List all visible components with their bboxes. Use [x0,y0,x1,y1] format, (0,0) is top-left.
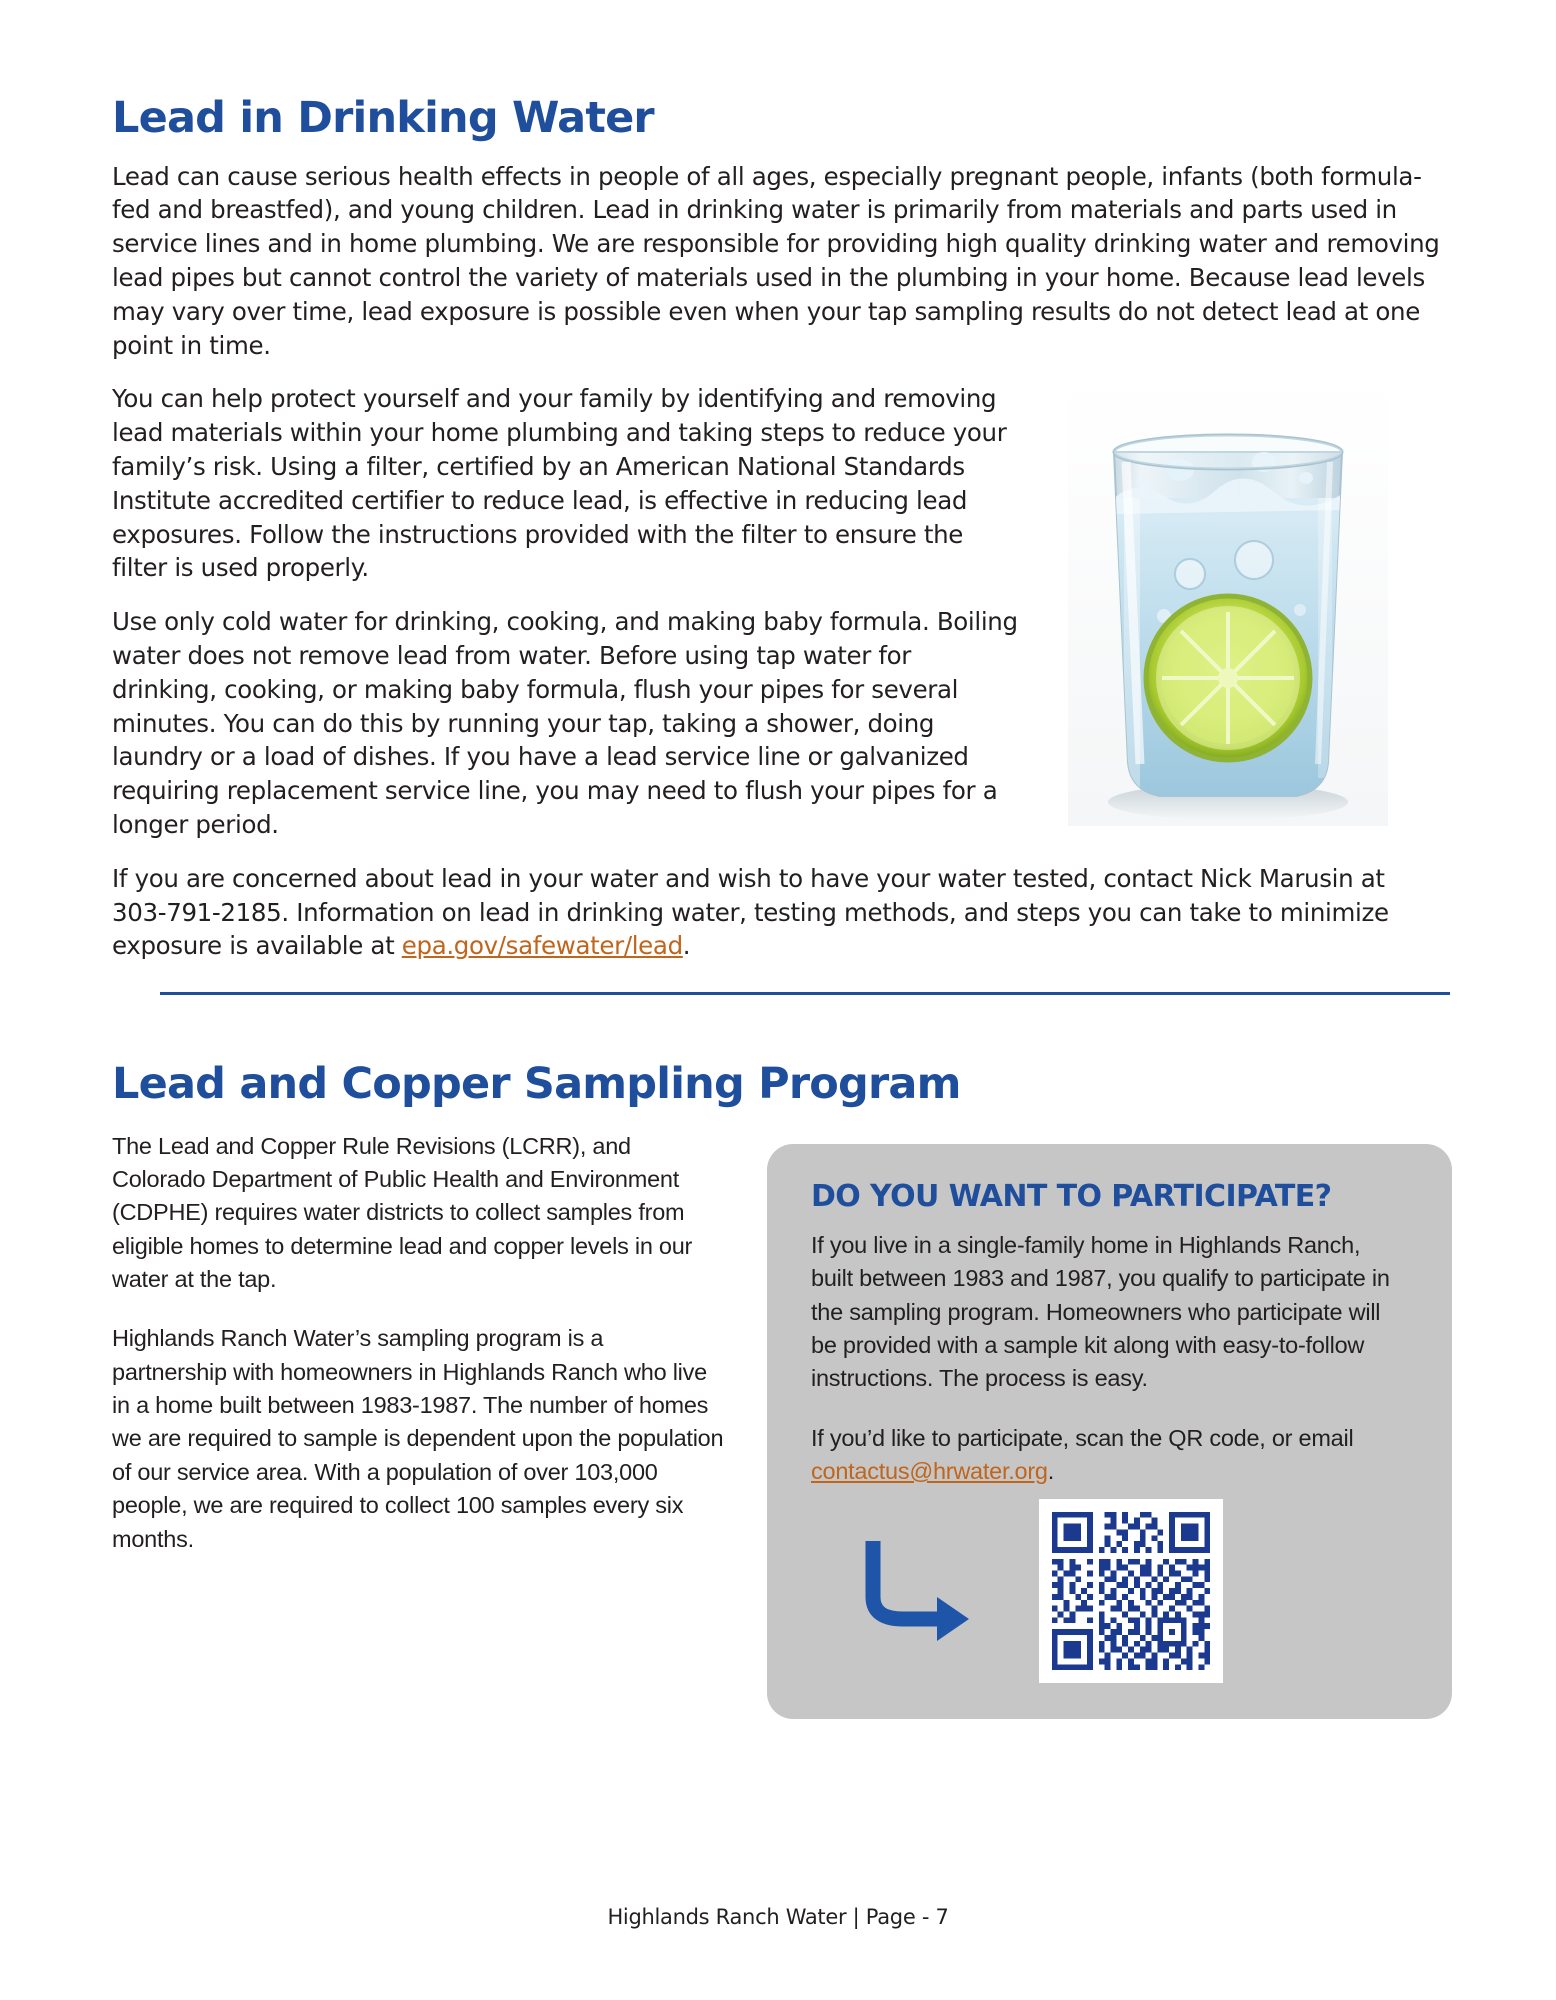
callout-paragraph-2 [811,1422,1408,1489]
lead-paragraph-4 [112,862,1442,963]
page-title: Lead in Drinking Water [112,93,654,143]
lead-paragraph-4-period: . [682,931,691,961]
lead-paragraph-3: Use only cold water for drinking, cooking, and making baby formula. Boiling water does not remove lead from water. Before using tap water for drinking, cooking, or making baby formula, flush your pipes for several minutes. You can do this by running your tap, taking a shower, doing laundry or a load of dishes. If you have a lead service line or galvanized requiring replacement service line, you may need to flush your pipes for a longer period. [112,607,1018,839]
callout-paragraph-2-text: If you’d like to participate, scan the QR code, or email [811,1424,1354,1451]
sampling-program-title: Lead and Copper Sampling Program [112,1059,961,1109]
qr-row [811,1499,1408,1679]
sampling-left-column [112,1130,752,1556]
callout-heading: DO YOU WANT TO PARTICIPATE? [811,1179,1332,1214]
participate-callout-box [767,1144,1452,1719]
lead-paragraph-4-text: If you are concerned about lead in your water and wish to have your water tested, contact Nick Marusin at 303-791-2185. Information on lead in drinking water, testing methods, and steps you can take to minimize exposure is available at [112,863,1389,961]
callout-paragraph-1: If you live in a single-family home in Highlands Ranch, built between 1983 and 1987, you qualify to participate in the sampling program. Homeowners who participate will be provided with a sample kit along with easy-to-follow instructions. The process is easy. [811,1232,1390,1392]
lead-paragraph-2: You can help protect yourself and your family by identifying and removing lead materials within your home plumbing and taking steps to reduce your family’s risk. Using a filter, certified by an American National Standards Institute accredited certifier to reduce lead, is effective in reducing lead exposures. Follow the instructions provided with the filter to ensure the filter is used properly. [112,384,1007,583]
contact-email-link[interactable]: contactus@hrwater.org [811,1458,1048,1485]
sampling-paragraph-1: The Lead and Copper Rule Revisions (LCRR), and Colorado Department of Public Health and Environment (CDPHE) requires water districts to collect samples from eligible homes to determine lead and copper levels in our water at the tap. [112,1132,693,1293]
callout-paragraph-2-period: . [1047,1458,1055,1485]
page-footer: Highlands Ranch Water | Page - 7 [607,1905,949,1929]
section-divider [160,992,1450,995]
qr-code-image[interactable] [1046,1506,1216,1676]
qr-code[interactable] [1039,1499,1223,1683]
section-lead-and-copper-sampling-program [112,1059,1452,1556]
curved-arrow-icon [859,1535,979,1645]
glass-of-water-image [1068,378,1388,826]
glass-of-water-illustration [1068,378,1388,826]
epa-lead-link[interactable]: epa.gov/safewater/lead [401,931,683,961]
lead-paragraph-1: Lead can cause serious health effects in people of all ages, especially pregnant people, infants (both formula-fed and breastfed), and young children. Lead in drinking water is primarily from materials and parts used in service lines and in home plumbing. We are responsible for providing high quality drinking water and removing lead pipes but cannot control the variety of materials used in the plumbing in your home. Because lead levels may vary over time, lead exposure is possible even when your tap sampling results do not detect lead at one point in time. [112,161,1440,360]
sampling-paragraph-2: Highlands Ranch Water’s sampling program is a partnership with homeowners in Highlands Ranch who live in a home built between 1983-1987. The number of homes we are required to sample is dependent upon the population of our service area. With a population of over 103,000 people, we are required to collect 100 samples every six months. [112,1325,724,1552]
